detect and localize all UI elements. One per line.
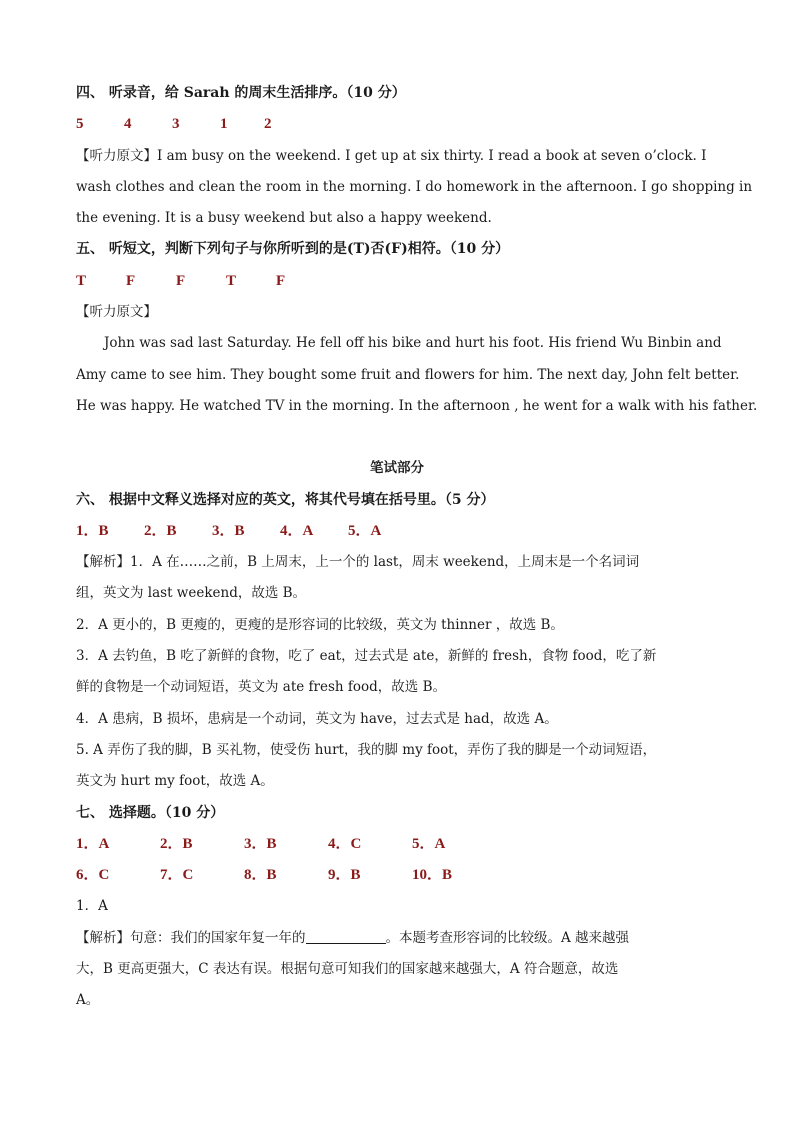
section-5-transcript-line: John was sad last Saturday. He fell off his bike and hurt his foot. His friend Wu Binbin and [104,335,722,352]
answer-item: 1．A [76,835,110,852]
section-7-analysis-line: A。 [76,992,100,1009]
section-4-answers [76,109,718,140]
question-1-answer: 1．A [76,898,108,915]
answer-item: 3．B [244,835,277,852]
answer-item: 6．C [76,867,110,884]
answer-item: 4．A [280,522,314,539]
section-6-analysis-line: 5. A 弄伤了我的脚，B 买礼物，使受伤 hurt，我的脚 my foot，弄伤了我的脚是一个动词短语， [76,741,657,758]
answer-item: 5．A [412,835,446,852]
section-7-answers-row-2 [76,860,718,891]
answer-page [76,78,758,1017]
transcript-label: 【听力原文】 [76,147,157,164]
analysis-prefix: 【解析】句意：我们的国家年复一年的 [76,929,306,946]
answer-item: 3．B [212,522,245,539]
section-5-transcript-line: Amy came to see him. They bought some fruit and flowers for him. The next day, John felt better. [76,366,740,383]
answer-item: 8．B [244,867,277,884]
answer-item: 10．B [412,867,453,884]
answer-item: 1．B [76,522,109,539]
section-6-answers [76,516,718,547]
fill-in-blank [306,929,386,944]
section-5-answers [76,266,718,297]
section-4-heading: 四、 听录音，给 Sarah 的周末生活排序。（10 分） [76,85,406,101]
section-6-analysis-line: 4．A 患病，B 损坏，患病是一个动词，英文为 have，过去式是 had，故选 A。 [76,710,558,727]
section-6-analysis-line: 2．A 更小的，B 更瘦的，更瘦的是形容词的比较级，英文为 thinner ，故选 B。 [76,616,564,633]
section-4-transcript-line: wash clothes and clean the room in the morning. I do homework in the afternoon. I go shopping in [76,178,753,195]
answer-item: 2 [264,116,272,133]
answer-item: F [126,272,136,289]
answer-item: 3 [172,116,180,133]
section-7-analysis-line [76,923,718,954]
answer-item: F [276,272,286,289]
answer-item: T [76,272,87,289]
answer-item: 7．C [160,867,194,884]
section-5-transcript-line: He was happy. He watched TV in the morning. In the afternoon , he went for a walk with his father. [76,397,758,414]
answer-item: 5 [76,116,84,133]
section-4-transcript-line [76,141,718,172]
section-5-heading: 五、 听短文，判断下列句子与你所听到的是(T)否(F)相符。（10 分） [76,241,510,258]
answer-item: 2．B [144,522,177,539]
transcript-text: I am busy on the weekend. I get up at six thirty. I read a book at seven o’clock. I [157,147,707,164]
section-5-transcript-label: 【听力原文】 [76,304,157,321]
analysis-suffix: 。本题考查形容词的比较级。A 越来越强 [385,929,630,946]
answer-item: 4 [124,116,132,133]
section-6-analysis-line: 组，英文为 last weekend，故选 B。 [76,585,307,602]
section-6-analysis-line: 【解析】1．A 在……之前，B 上周末，上一个的 last，周末 weekend，上周末是一个名词词 [76,554,640,571]
answer-item: 2．B [160,835,193,852]
answer-item: 5．A [348,522,382,539]
answer-item: 1 [220,116,228,133]
section-6-heading: 六、 根据中文释义选择对应的英文，将其代号填在括号里。（5 分） [76,491,495,508]
answer-item: 9．B [328,867,361,884]
section-7-answers-row-1 [76,829,718,860]
answer-item: T [226,272,237,289]
section-6-analysis-line: 鲜的食物是一个动词短语，英文为 ate fresh food，故选 B。 [76,679,447,696]
section-7-heading: 七、 选择题。（10 分） [76,804,225,821]
section-7-analysis-line: 大，B 更高更强大，C 表达有误。根据句意可知我们的国家越来越强大，A 符合题意，故选 [76,961,619,978]
section-6-analysis-line: 英文为 hurt my foot，故选 A。 [76,773,274,790]
answer-item: 4．C [328,835,362,852]
section-4-transcript-line: the evening. It is a busy weekend but also a happy weekend. [76,210,492,227]
section-6-analysis-line: 3．A 去钓鱼，B 吃了新鲜的食物，吃了 eat，过去式是 ate，新鲜的 fresh，食物 food，吃了新 [76,648,657,665]
answer-item: F [176,272,186,289]
written-part-title: 笔试部分 [370,460,424,477]
